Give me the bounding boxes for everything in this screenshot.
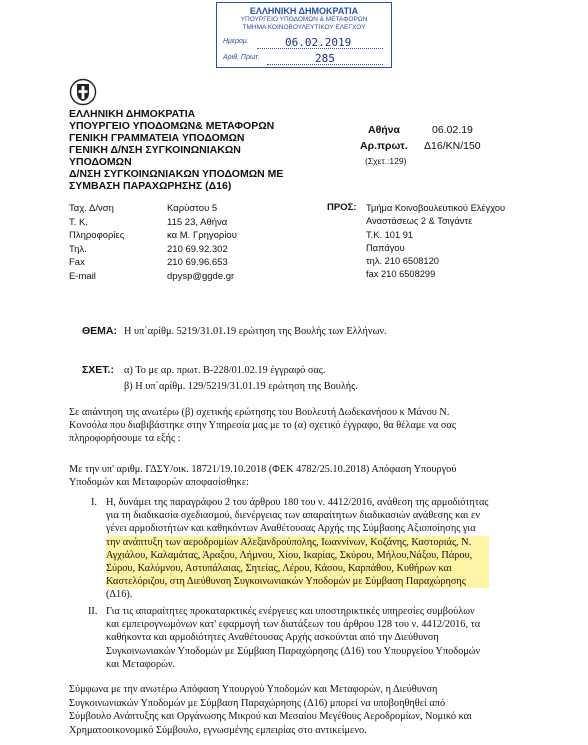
contact-label: E-mail xyxy=(69,270,96,282)
reference-note: (Σχετ.:129) xyxy=(365,156,407,166)
contact-value: κα Μ. Γρηγορίου xyxy=(167,230,237,241)
item-2-line: και εμπειρογνωμόνων κατ' εφαρμογή των διατάξεων του άρθρου 128 του ν. 4412/2016, τα xyxy=(106,619,481,631)
header-line: ΓΕΝΙΚΗ Δ/ΝΣΗ ΣΥΓΚΟΙΝΩΝΙΑΚΩΝ xyxy=(69,144,241,156)
header-line: ΣΥΜΒΑΣΗ ΠΑΡΑΧΩΡΗΣΗΣ (Δ16) xyxy=(69,180,232,192)
contact-label: Fax xyxy=(69,257,85,268)
header-line: ΓΕΝΙΚΗ ΓΡΑΜΜΑΤΕΙΑ ΥΠΟΔΟΜΩΝ xyxy=(69,132,245,144)
closing-line: Σύμφωνα με την ανωτέρω Απόφαση Υπουργού Υποδομών και Μεταφορών, η Διεύθυνση xyxy=(69,684,438,695)
decision-line: Υποδομών και Μεταφορών αποφασίσθηκε: xyxy=(69,477,250,489)
date-value: 06.02.19 xyxy=(432,124,473,136)
closing-paragraph xyxy=(69,683,472,737)
item-2-number: II. xyxy=(88,606,98,617)
contact-values xyxy=(167,202,237,283)
related-b: β) Η υπ΄αρίθμ. 129/5219/31.01.19 ερώτηση της Βουλής. xyxy=(124,381,358,392)
contact-value: 210 69.92.302 xyxy=(167,243,228,255)
protocol-value: Δ16/ΚΝ/150 xyxy=(424,140,481,152)
date-label: Αθήνα xyxy=(368,124,400,136)
item-2-line: καθήκοντα και αρμοδιότητες Αναθέτουσας Αρχής ασκούνται από την Διεύθυνση xyxy=(106,632,439,644)
contact-value: 115 23, Αθήνα xyxy=(167,216,228,228)
intro-line: Κονσόλα που διαβιβάστηκε στην Υπηρεσία μας με το (α) σχετικό έγγραφο, θα θέλαμε να σας xyxy=(69,420,456,432)
item-1-line: Η, δυνάμει της παραγράφου 2 του άρθρου 180 του ν. 4412/2016, ανάθεση της αρμοδιότητας xyxy=(106,497,489,508)
protocol-label: Αρ.πρωτ. xyxy=(360,140,408,152)
item-1-line: για τη διαδικασία σχεδιασμού, διενέργειας των απαραίτητων διαδικασιών ανάθεσης και εν xyxy=(106,510,480,522)
header-line: ΕΛΛΗΝΙΚΗ ΔΗΜΟΚΡΑΤΙΑ xyxy=(69,108,196,120)
stamp-line-2: ΥΠΟΥΡΓΕΙΟ ΥΠΟΔΟΜΩΝ & ΜΕΤΑΦΟΡΩΝ xyxy=(240,16,368,23)
header-line: ΥΠΟΥΡΓΕΙΟ ΥΠΟΔΟΜΩΝ& ΜΕΤΑΦΟΡΩΝ xyxy=(69,120,275,132)
contact-label: Τηλ. xyxy=(69,243,87,255)
header-line: ΥΠΟΔΟΜΩΝ xyxy=(69,156,132,168)
recipient-line: Τ.Κ. 101 91 xyxy=(366,229,414,240)
intro-line: πληροφορήσουμε τα εξής : xyxy=(69,433,181,445)
item-2-text xyxy=(106,605,480,671)
contact-label: Τ. Κ. xyxy=(69,216,89,228)
subject-label: ΘΕΜΑ: xyxy=(82,325,117,337)
item-1-line: Καστελόριζου, στη Διεύθυνση Συγκοινωνιακών Υποδομών με Σύμβαση Παραχώρησης xyxy=(106,575,489,588)
item-1-text xyxy=(106,496,489,602)
recipient-block xyxy=(366,202,505,282)
closing-line: Συγκοινωνιακών Υποδομών με Σύμβαση Παραχώρησης (Δ16) μπορεί να υποβοηθηθεί από xyxy=(69,697,446,709)
greek-emblem-icon xyxy=(69,78,97,106)
contact-label: Ταχ. Δ/νση xyxy=(69,203,114,214)
item-1-line: γένει αρμοδιοτήτων και καθηκόντων Αναθέτουσας Αρχής της Σύμβασης Αξιοποίησης για xyxy=(106,523,476,535)
recipient-line: fax 210 6508299 xyxy=(366,269,436,280)
item-1-line: (Δ16). xyxy=(106,589,133,601)
item-2-line: Για τις απαραίτητες προκαταρκτικές ενέργειες και υποστηρικτικές υπηρεσίες συμβούλων xyxy=(106,606,475,617)
contact-label: Πληροφορίες xyxy=(69,230,125,241)
contact-value: 210 69.96.653 xyxy=(167,257,228,268)
item-1-line: την ανάπτυξη των αεροδρομίων Αλεξανδρούπολης, Ιωαννίνων, Κοζάνης, Καστοριάς, Ν. xyxy=(106,536,489,549)
recipient-line: τηλ. 210 6508120 xyxy=(366,256,439,267)
recipient-line: Παπάγου xyxy=(366,242,405,253)
intro-line: Σε απάντηση της ανωτέρω (β) σχετικής ερώτησης του Βουλευτή Δωδεκανήσου κ Μάνου Ν. xyxy=(69,407,450,418)
recipient-line: Τμήμα Κοινοβουλευτικού Ελέγχου xyxy=(366,203,506,213)
contact-value: dpysp@ggde.gr xyxy=(167,270,235,282)
contact-labels xyxy=(69,202,124,283)
item-2-line: Συγκοινωνιακών Υποδομών με Σύμβαση Παραχώρησης (Δ16) του Υπουργείου Υποδομών xyxy=(106,645,481,657)
stamp-prot-label: Αριθ. Πρωτ. xyxy=(223,54,260,61)
stamp-line-1: ΕΛΛΗΝΙΚΗ ΔΗΜΟΚΡΑΤΙΑ xyxy=(249,6,359,16)
closing-line: Σύμβουλο Ανάπτυξης και Οργάνωσης Μικρού και Μεσαίου Μεγέθους Αεροδρομίων, Νομικό και xyxy=(69,711,472,723)
decision-paragraph xyxy=(69,463,456,489)
recipient-line: Αναστάσεως 2 & Τσιγάντε xyxy=(366,216,473,227)
contact-value: Καρύστου 5 xyxy=(167,203,218,214)
recipient-label: ΠΡΟΣ: xyxy=(327,202,357,213)
item-2-line: και Μεταφορών. xyxy=(106,658,176,670)
stamp-line-3: ΤΜΗΜΑ ΚΟΙΝΟΒΟΥΛΕΥΤΙΚΟΥ ΕΛΕΓΧΟΥ xyxy=(242,24,366,31)
stamp-date-label: Ημερομ. xyxy=(223,38,249,45)
item-1-line: Αγχιάλου, Καλαμάτας, Άραξου, Λήμνου, Χίου, Ικαρίας, Σκύρου, Μήλου,Νάξου, Πάρου, xyxy=(106,549,489,562)
closing-line: Χρηματοοικονομικό Σύμβουλο, εγνωσμένης εμπειρίας στο αντικείμενο. xyxy=(69,724,367,736)
item-1-line: Σύρου, Καλύμνου, Αστυπάλαιας, Σητείας, Λέρου, Κάσου, Καρπάθου, Κυθήρων και xyxy=(106,562,489,575)
related-label: ΣΧΕΤ.: xyxy=(82,364,114,376)
intro-paragraph xyxy=(69,406,456,446)
related-a: α) Το με αρ. πρωτ. Β-228/01.02.19 έγγραφό σας. xyxy=(124,365,326,376)
item-1-number: I. xyxy=(91,497,98,508)
subject-text: Η υπ΄αρίθμ. 5219/31.01.19 ερώτηση της Βουλής των Ελλήνων. xyxy=(124,326,387,337)
decision-line: Με την υπ' αριθμ. ΓΔΣΥ/οικ. 18721/19.10.2018 (ΦΕΚ 4782/25.10.2018) Απόφαση Υπουργού xyxy=(69,464,457,475)
stamp-prot-value: 285 xyxy=(315,52,335,65)
sender-header xyxy=(69,108,283,192)
received-stamp xyxy=(216,2,392,68)
stamp-date-value: 06.02.2019 xyxy=(285,36,352,49)
header-line: Δ/ΝΣΗ ΣΥΓΚΟΙΝΩΝΙΑΚΩΝ ΥΠΟΔΟΜΩΝ ΜΕ xyxy=(69,168,284,180)
